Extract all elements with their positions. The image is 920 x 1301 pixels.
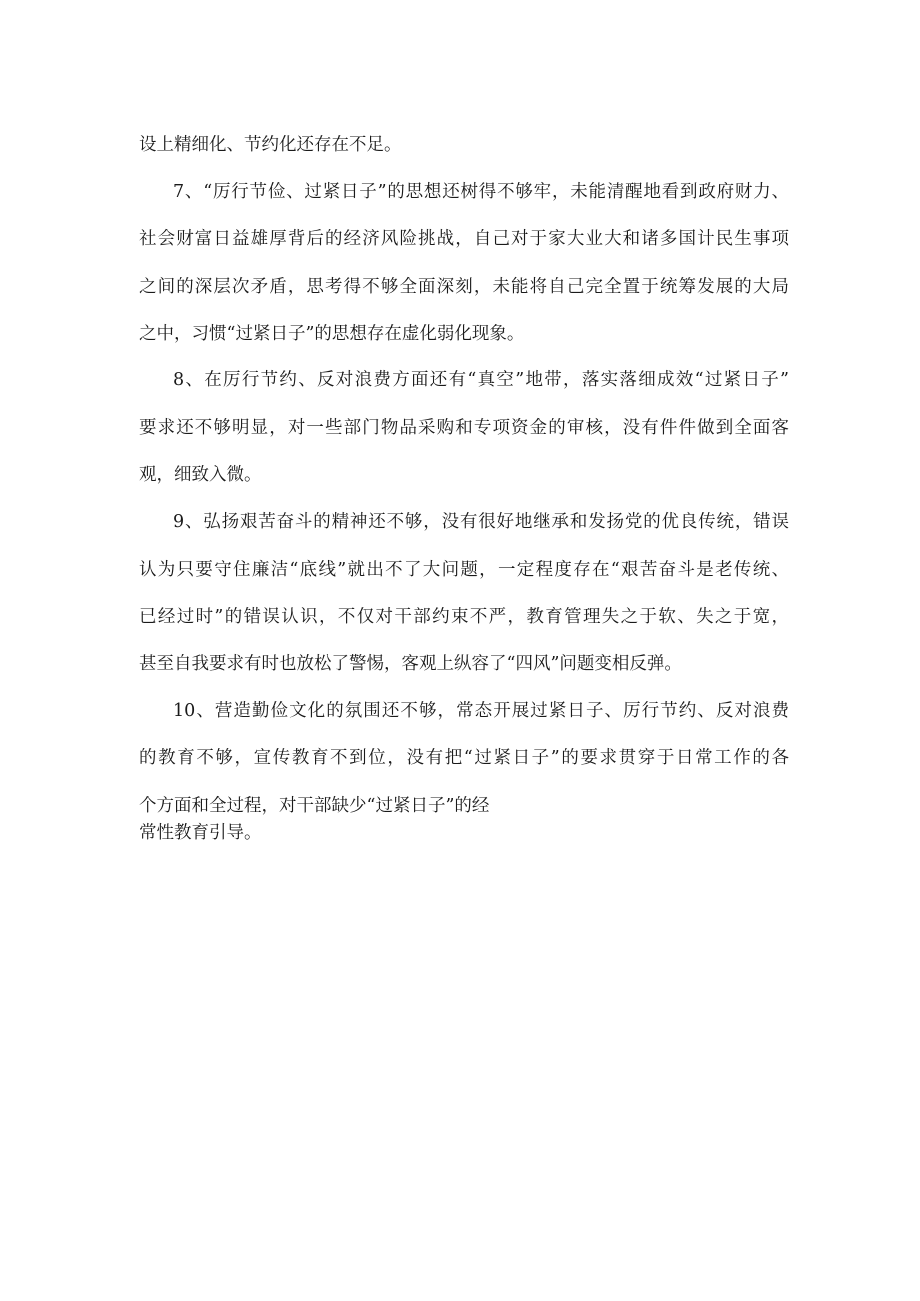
paragraph-9-line: 9、弘扬艰苦奋斗的精神还不够，没有很好地继承和发扬党的优良传统，错误 <box>173 512 789 532</box>
paragraph-7-line: 7、“厉行节俭、过紧日子”的思想还树得不够牢，未能清醒地看到政府财力、 <box>173 182 789 202</box>
paragraph-10-line: 常性教育引导。 <box>139 823 262 843</box>
paragraph-9-line: 已经过时”的错误认识，不仅对干部约束不严，教育管理失之于软、失之于宽， <box>139 607 789 627</box>
paragraph-8-line: 观，细致入微。 <box>139 465 262 485</box>
text-line: 设上精细化、节约化还存在不足。 <box>139 135 402 155</box>
paragraph-9-line: 甚至自我要求有时也放松了警惕，客观上纵容了“四风”问题变相反弹。 <box>139 654 682 674</box>
paragraph-7-line: 社会财富日益雄厚背后的经济风险挑战，自己对于家大业大和诸多国计民生事项 <box>139 229 789 249</box>
paragraph-7-line: 之间的深层次矛盾，思考得不够全面深刻，未能将自己完全置于统筹发展的大局 <box>139 277 789 297</box>
paragraph-9-line: 认为只要守住廉洁“底线”就出不了大问题，一定程度存在“艰苦奋斗是老传统、 <box>139 560 789 580</box>
paragraph-8-line: 8、在厉行节约、反对浪费方面还有“真空”地带，落实落细成效“过紧日子” <box>173 370 789 390</box>
paragraph-10-line: 10、营造勤俭文化的氛围还不够，常态开展过紧日子、厉行节约、反对浪费 <box>173 701 789 721</box>
paragraph-7-line: 之中，习惯“过紧日子”的思想存在虚化弱化现象。 <box>139 324 525 344</box>
paragraph-10-line: 的教育不够，宣传教育不到位，没有把“过紧日子”的要求贯穿于日常工作的各 <box>139 748 789 768</box>
paragraph-10-line: 个方面和全过程，对干部缺少“过紧日子”的经 <box>139 796 490 816</box>
paragraph-8-line: 要求还不够明显，对一些部门物品采购和专项资金的审核，没有件件做到全面客 <box>139 418 789 438</box>
